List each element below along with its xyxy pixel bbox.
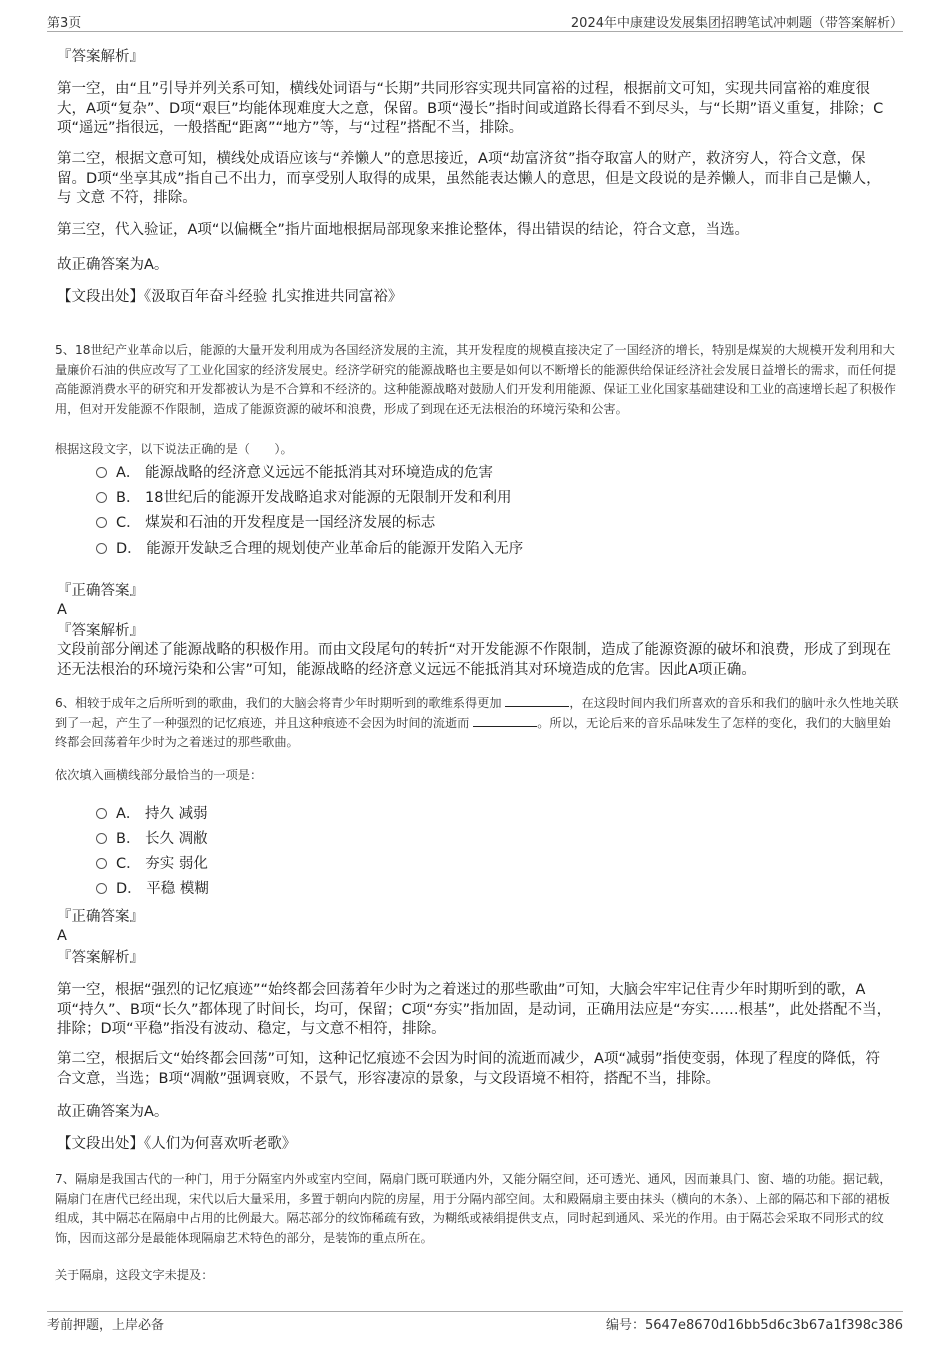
q6-option-c[interactable]	[96, 854, 208, 874]
q4-analysis-paragraph-2: 第二空，根据文意可知，横线处成语应该与“养懒人”的意思接近，A项“劫富济贫”指夺取富人的财产，救济穷人，符合文意，保留。D项“坐享其成”指自己不出力，而享受别人取得的成果，虽然能表达懒人的意思，但是文段说的是养懒人，而非自己是懒人，与 文意 不符，排除。	[57, 151, 881, 206]
q5-analysis-heading: 『答案解析』	[57, 623, 144, 639]
radio-button-icon[interactable]	[96, 517, 107, 528]
option-label: B． 长久 凋敝	[116, 831, 208, 847]
option-label: B． 18世纪后的能源开发战略追求对能源的无限制开发和利用	[116, 490, 512, 506]
option-label: C． 夯实 弱化	[116, 856, 208, 872]
q6-stem-part-3: 。所以，无论后来的音乐品味发生了怎样的变化，我们的大脑里始终都会回荡着年少时为之着迷过的那些歌曲。	[55, 715, 891, 749]
q6-answer: A	[57, 928, 67, 944]
q4-source: 【文段出处】《汲取百年奋斗经验 扎实推进共同富裕》	[57, 289, 403, 305]
q7-stem: 7、隔扇是我国古代的一种门，用于分隔室内外或室内空间，隔扇门既可联通内外，又能分隔空间，还可透光、通风，因而兼具门、窗、墙的功能。据记载，隔扇门在唐代已经出现，宋代以后大量采用，多置于朝向内院的房屋，用于分隔内部空间。太和殿隔扇主要由抹头（横向的木条）、上部的隔芯和下部的裙板组成，其中隔芯在隔扇中占用的比例最大。隔芯部分的纹饰稀疏有致，为糊纸或裱绢提供支点，同时起到通风、采光的作用。由于隔芯会采取不同形式的纹饰，因而这部分是最能体现隔扇艺术特色的部分，是装饰的重点所在。	[55, 1172, 892, 1245]
page-number: 第3页	[47, 16, 82, 31]
q5-option-a[interactable]	[96, 463, 493, 483]
q4-conclusion: 故正确答案为A。	[57, 257, 169, 273]
q5-analysis: 文段前部分阐述了能源战略的积极作用。而由文段尾句的转折“对开发能源不作限制，造成了能源资源的破坏和浪费，形成了到现在还无法根治的环境污染和公害”可知，能源战略的经济意义远远不能抵消其对环境造成的危害。因此A项正确。	[57, 642, 892, 678]
q6-stem-part-2: ，在这段时间内我们所喜欢的音乐和我们的脑叶永久性地关联到了一起，产生了一种强烈的记忆痕迹，并且这种痕迹不会因为时间的流逝而	[55, 696, 899, 730]
q5-answer: A	[57, 602, 67, 618]
q5-option-b[interactable]	[96, 488, 512, 508]
option-label: C． 煤炭和石油的开发程度是一国经济发展的标志	[116, 515, 436, 531]
radio-button-icon[interactable]	[96, 492, 107, 503]
radio-button-icon[interactable]	[96, 467, 107, 478]
q5-stem: 5、18世纪产业革命以后，能源的大量开发利用成为各国经济发展的主流，其开发程度的规模直接决定了一国经济的增长，特别是煤炭的大规模开发利用和大量廉价石油的供应改写了工业化国家的经济发展史。经济学研究的能源战略也主要是如何以不断增长的能源供给保证经济社会发展日益增长的需求，而任何提高能源消费水平的研究和开发都被认为是不合算和不经济的。这种能源战略对鼓励人们开发利用能源、保证工业化国家基础建设和工业的高速增长起了积极作用，但对开发能源不作限制，造成了能源资源的破坏和浪费，形成了到现在还无法根治的环境污染和公害。	[55, 343, 896, 416]
q4-analysis-heading: 『答案解析』	[57, 49, 144, 65]
fill-blank-1	[505, 696, 569, 707]
radio-button-icon[interactable]	[96, 858, 107, 869]
fill-blank-2	[473, 716, 537, 727]
q6-analysis-heading: 『答案解析』	[57, 950, 144, 966]
q4-analysis-paragraph-1: 第一空，由“且”引导并列关系可知，横线处词语与“长期”共同形容实现共同富裕的过程，根据前文可知，实现共同富裕的难度很大，A项“复杂”、D项“艰巨”均能体现难度大之意，保留。B项“漫长”指时间或道路长得看不到尽头，与“长期”语义重复，排除；C项“遥远”指很远，一般搭配“距离”“地方”等，与“过程”搭配不当，排除。	[57, 81, 884, 136]
q5-option-c[interactable]	[96, 513, 435, 533]
q5-prompt: 根据这段文字，以下说法正确的是（ ）。	[55, 442, 293, 456]
q6-source: 【文段出处】《人们为何喜欢听老歌》	[57, 1136, 297, 1152]
radio-button-icon[interactable]	[96, 808, 107, 819]
option-label: D． 能源开发缺乏合理的规划使产业革命后的能源开发陷入无序	[116, 541, 524, 557]
option-label: A． 能源战略的经济意义远远不能抵消其对环境造成的危害	[116, 465, 494, 481]
q6-answer-heading: 『正确答案』	[57, 909, 144, 925]
q5-option-d[interactable]	[96, 539, 523, 559]
footer-divider	[47, 1311, 903, 1312]
page-footer	[47, 1314, 903, 1334]
radio-button-icon[interactable]	[96, 543, 107, 554]
footer-slogan: 考前押题，上岸必备	[47, 1318, 165, 1333]
header-divider	[47, 31, 903, 32]
option-label: D． 平稳 模糊	[116, 881, 209, 897]
page-header	[47, 12, 903, 32]
document-title: 2024年中康建设发展集团招聘笔试冲刺题（带答案解析）	[570, 16, 903, 31]
q6-stem	[55, 694, 900, 753]
radio-button-icon[interactable]	[96, 833, 107, 844]
q7-prompt: 关于隔扇，这段文字未提及：	[55, 1268, 214, 1282]
q6-stem-part-1: 6、相较于成年之后所听到的歌曲，我们的大脑会将青少年时期听到的歌维系得更加	[55, 696, 502, 710]
radio-button-icon[interactable]	[96, 883, 107, 894]
q4-analysis-paragraph-3: 第三空，代入验证，A项“以偏概全”指片面地根据局部现象来推论整体，得出错误的结论，符合文意，当选。	[57, 222, 749, 238]
q6-option-a[interactable]	[96, 804, 208, 824]
option-label: A． 持久 减弱	[116, 806, 208, 822]
q6-prompt: 依次填入画横线部分最恰当的一项是：	[55, 768, 263, 782]
q6-conclusion: 故正确答案为A。	[57, 1104, 169, 1120]
document-code: 编号：5647e8670d16bb5d6c3b67a1f398c386	[605, 1318, 903, 1333]
q5-answer-heading: 『正确答案』	[57, 583, 144, 599]
q6-analysis-paragraph-1: 第一空，根据“强烈的记忆痕迹”“始终都会回荡着年少时为之着迷过的那些歌曲”可知，大脑会牢牢记住青少年时期听到的歌，A项“持久”、B项“长久”都体现了时间长，均可，保留；C项“夯实”指加固，是动词，正确用法应是“夯实……根基”，此处搭配不当，排除；D项“平稳”指没有波动、稳定，与文意不相符，排除。	[57, 982, 892, 1037]
q6-option-b[interactable]	[96, 829, 208, 849]
q6-analysis-paragraph-2: 第二空，根据后文“始终都会回荡”可知，这种记忆痕迹不会因为时间的流逝而减少，A项“减弱”指使变弱，体现了程度的降低，符合文意，当选；B项“凋敝”强调衰败，不景气，形容凄凉的景象，与文段语境不相符，搭配不当，排除。	[57, 1051, 880, 1087]
q6-option-d[interactable]	[96, 879, 209, 899]
